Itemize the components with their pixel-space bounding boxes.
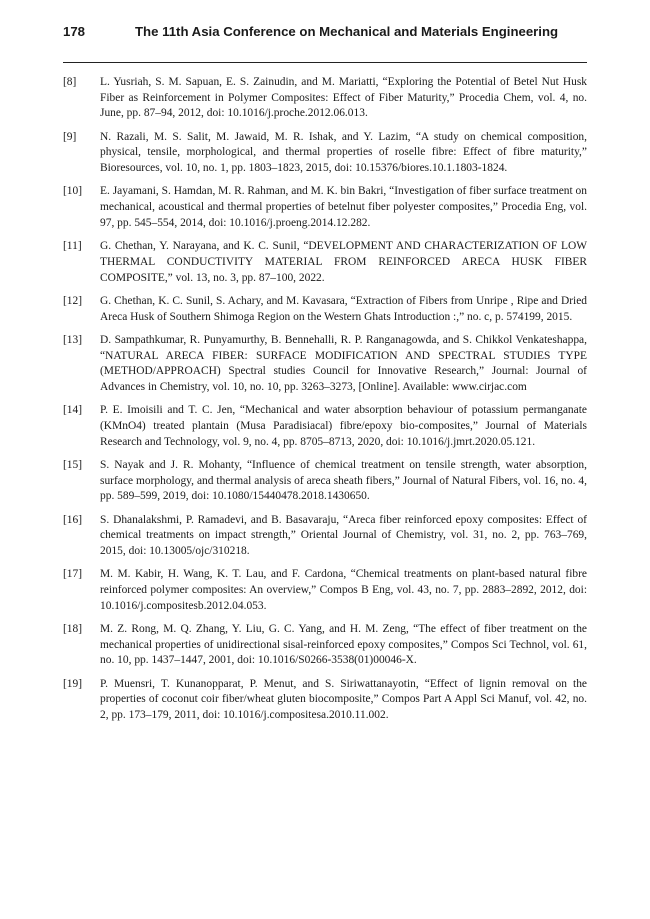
header-divider [63, 62, 587, 63]
reference-text: M. M. Kabir, H. Wang, K. T. Lau, and F. Cardona, “Chemical treatments on plant-based natural fibre reinforced polymer composites: An overview,” Compos B Eng, vol. 43, no. 7, pp. 2883–2892, 2012, doi: 10.1016/j.compositesb.2012.04.053. [100, 568, 587, 612]
reference-item [63, 567, 587, 614]
reference-item [63, 239, 587, 286]
reference-item [63, 333, 587, 396]
reference-text: M. Z. Rong, M. Q. Zhang, Y. Liu, G. C. Yang, and H. M. Zeng, “The effect of fiber treatment on the mechanical properties of unidirectional sisal-reinforced epoxy composites,” Compos Sci Technol, vol. 61, no. 10, pp. 1437–1447, 2001, doi: 10.1016/S0266-3538(01)00046-X. [100, 623, 587, 667]
reference-text: E. Jayamani, S. Hamdan, M. R. Rahman, and M. K. bin Bakri, “Investigation of fiber surface treatment on mechanical, acoustical and thermal properties of betelnut fiber polyester composites,” Procedia Eng, vol. 97, pp. 545–554, 2014, doi: 10.1016/j.proeng.2014.12.282. [100, 185, 587, 229]
reference-item [63, 184, 587, 231]
reference-item [63, 458, 587, 505]
reference-label: [15] [63, 458, 83, 471]
reference-item [63, 75, 587, 122]
reference-text: S. Dhanalakshmi, P. Ramadevi, and B. Basavaraju, “Areca fiber reinforced epoxy composites: Effect of chemical treatments on impact strength,” Oriental Journal of Chemistry, vol. 31, no. 2, pp. 763–769, 2015, doi: 10.13005/ojc/310218. [100, 513, 587, 558]
page-number: 178 [63, 24, 86, 39]
reference-item [63, 513, 587, 560]
reference-text: S. Nayak and J. R. Mohanty, “Influence of chemical treatment on tensile strength, water absorption, surface morphology, and thermal analysis of areca sheath fibers,” Journal of Natural Fibers, vol. 16, no. 4, pp. 589–599, 2019, doi: 10.1080/15440478.2018.1430650. [100, 458, 587, 503]
reference-item [63, 130, 587, 177]
reference-label: [19] [63, 677, 83, 690]
reference-label: [16] [63, 513, 83, 526]
reference-label: [11] [63, 240, 82, 253]
reference-text: P. E. Imoisili and T. C. Jen, “Mechanical and water absorption behaviour of potassium permanganate (KMnO4) treated plantain (Musa Paradisiacal) fibre/epoxy bio-composites,” Journal of Materials Research and Technology, vol. 9, no. 4, pp. 8705–8713, 2020, doi: 10.1016/j.jmrt.2020.05.121. [100, 404, 587, 448]
reference-label: [17] [63, 568, 83, 581]
running-title: The 11th Asia Conference on Mechanical and Materials Engineering [135, 24, 559, 39]
reference-item [63, 294, 587, 325]
reference-text: D. Sampathkumar, R. Punyamurthy, B. Bennehalli, R. P. Ranganagowda, and S. Chikkol Venkateshappa, “NATURAL ARECA FIBER: SURFACE MODIFICATION AND SPECTRAL STUDIES TYPE (METHOD/APPROACH) Spectral studies Council for Innovative Research,” Journal: Journal of Advances in Chemistry, vol. 10, no. 10, pp. 3263–3273, [Online]. Available: www.cirjac.com [100, 333, 587, 393]
reference-text: G. Chethan, K. C. Sunil, S. Achary, and M. Kavasara, “Extraction of Fibers from Unripe , Ripe and Dried Areca Husk of Southern Shimoga Region on the Western Ghats Introduction :,” no. c, p. 574199, 2015. [100, 294, 587, 323]
reference-text: P. Muensri, T. Kunanopparat, P. Menut, and S. Siriwattanayotin, “Effect of lignin removal on the properties of coconut coir fiber/wheat gluten biocomposite,” Compos Part A Appl Sci Manuf, vol. 42, no. 2, pp. 173–179, 2011, doi: 10.1016/j.compositesa.2010.11.002. [100, 677, 587, 722]
reference-list [63, 75, 587, 731]
reference-text: L. Yusriah, S. M. Sapuan, E. S. Zainudin, and M. Mariatti, “Exploring the Potential of Betel Nut Husk Fiber as Reinforcement in Polymer Composites: Effect of Fiber Maturity,” Procedia Chem, vol. 4, no. June, pp. 87–94, 2012, doi: 10.1016/j.proche.2012.06.013. [100, 76, 587, 120]
reference-label: [10] [63, 185, 83, 198]
reference-item [63, 622, 587, 669]
reference-label: [8] [63, 76, 77, 88]
reference-text: G. Chethan, Y. Narayana, and K. C. Sunil, “DEVELOPMENT AND CHARACTERIZATION OF LOW THERMAL CONDUCTIVITY MATERIAL FROM REINFORCED ARECA HUSK FIBER COMPOSITE,” vol. 13, no. 3, pp. 87–100, 2022. [100, 240, 587, 284]
reference-label: [13] [63, 333, 83, 346]
page-header [63, 19, 587, 45]
reference-label: [12] [63, 294, 83, 307]
reference-item [63, 403, 587, 450]
reference-label: [18] [63, 623, 83, 636]
reference-item [63, 677, 587, 724]
reference-label: [9] [63, 130, 77, 143]
reference-label: [14] [63, 404, 83, 417]
reference-text: N. Razali, M. S. Salit, M. Jawaid, M. R. Ishak, and Y. Lazim, “A study on chemical composition, physical, tensile, morphological, and thermal properties of roselle fibre: Effect of fibre maturity,” Bioresources, vol. 10, no. 1, pp. 1803–1823, 2015, doi: 10.15376/biores.10.1.1803-1824. [100, 130, 587, 175]
